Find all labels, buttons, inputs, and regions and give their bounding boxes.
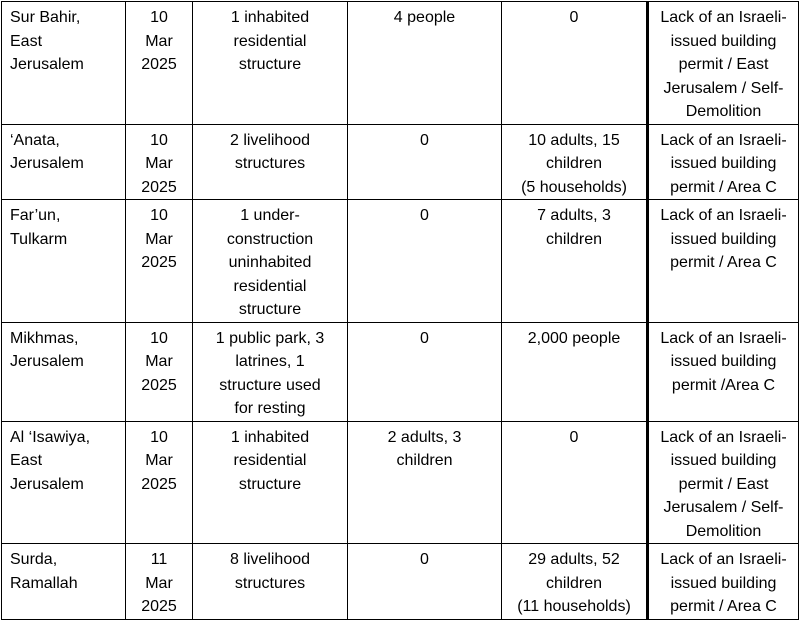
cell-line: Far’un, bbox=[10, 207, 61, 224]
cell-line: Surda, bbox=[10, 551, 58, 568]
table-row bbox=[2, 544, 799, 620]
cell-line: construction bbox=[226, 230, 314, 248]
cell-line: structures bbox=[234, 155, 306, 172]
cell-line: Lack of an Israeli- bbox=[660, 207, 787, 224]
affected-cell bbox=[502, 200, 648, 323]
cell-line: issued building bbox=[670, 230, 777, 248]
cell-line: permit / Area C bbox=[670, 178, 777, 196]
cell-line: Jerusalem / Self- bbox=[663, 499, 784, 516]
cell-line: Mar bbox=[145, 353, 173, 370]
demolitions-table bbox=[1, 1, 799, 620]
cell-line: structures bbox=[234, 574, 306, 592]
cell-line: Mar bbox=[145, 574, 173, 592]
cell-line: 0 bbox=[569, 428, 579, 446]
cell-line: children bbox=[396, 452, 453, 469]
cell-line: 2025 bbox=[141, 56, 177, 73]
date-cell bbox=[126, 421, 193, 544]
cell-line: 1 public park, 3 bbox=[215, 329, 325, 347]
location-cell bbox=[2, 322, 126, 421]
cell-line: residential bbox=[233, 277, 307, 295]
cell-line: 2025 bbox=[141, 178, 177, 196]
cell-line: issued building bbox=[670, 452, 777, 469]
cell-line: Al ‘Isawiya, bbox=[10, 428, 91, 446]
cell-line: Lack of an Israeli- bbox=[660, 428, 787, 446]
cell-line: 2 livelihood bbox=[229, 131, 311, 149]
cell-line: Lack of an Israeli- bbox=[660, 9, 787, 26]
cell-line: 29 adults, 52 bbox=[528, 551, 620, 568]
location-cell bbox=[2, 200, 126, 323]
reason-cell bbox=[648, 2, 799, 125]
cell-line: permit / Area C bbox=[670, 598, 777, 615]
cell-line: 2,000 people bbox=[527, 329, 621, 347]
cell-line: Mar bbox=[145, 32, 173, 50]
cell-line: permit /Area C bbox=[671, 376, 776, 394]
cell-line: 1 inhabited bbox=[230, 428, 310, 446]
cell-line: issued building bbox=[670, 155, 777, 172]
cell-line: East bbox=[10, 32, 43, 50]
affected-cell bbox=[502, 322, 648, 421]
cell-line: 10 bbox=[150, 9, 168, 26]
cell-line: structure bbox=[238, 56, 302, 73]
cell-line: Mikhmas, bbox=[10, 329, 79, 347]
cell-line: 2025 bbox=[141, 475, 177, 493]
cell-line: permit / East bbox=[678, 475, 769, 493]
date-cell bbox=[126, 544, 193, 620]
date-cell bbox=[126, 124, 193, 200]
cell-line: (5 households) bbox=[521, 178, 627, 196]
cell-line: East bbox=[10, 452, 43, 469]
displaced-cell bbox=[348, 124, 502, 200]
cell-line: issued building bbox=[670, 353, 777, 370]
location-cell bbox=[2, 2, 126, 125]
cell-line: Jerusalem bbox=[10, 475, 84, 493]
table-row bbox=[2, 124, 799, 200]
table-row bbox=[2, 322, 799, 421]
displaced-cell bbox=[348, 544, 502, 620]
location-cell bbox=[2, 124, 126, 200]
reason-cell bbox=[648, 200, 799, 323]
affected-cell bbox=[502, 2, 648, 125]
cell-line: 0 bbox=[420, 329, 429, 347]
cell-line: children bbox=[545, 574, 603, 592]
cell-line: 1 inhabited bbox=[230, 9, 310, 26]
table-row bbox=[2, 2, 799, 125]
displaced-cell bbox=[348, 200, 502, 323]
date-cell bbox=[126, 2, 193, 125]
cell-line: 10 bbox=[150, 131, 168, 149]
cell-line: 10 adults, 15 bbox=[528, 131, 620, 149]
cell-line: Sur Bahir, bbox=[10, 9, 81, 26]
structures-cell bbox=[193, 544, 348, 620]
cell-line: 7 adults, 3 bbox=[537, 207, 611, 224]
cell-line: Jerusalem bbox=[10, 56, 84, 73]
cell-line: Lack of an Israeli- bbox=[660, 329, 787, 347]
structures-cell bbox=[193, 124, 348, 200]
cell-line: ‘Anata, bbox=[10, 131, 60, 149]
cell-line: 10 bbox=[150, 428, 168, 446]
cell-line: for resting bbox=[234, 400, 306, 417]
cell-line: 4 people bbox=[393, 9, 456, 26]
cell-line: structure used bbox=[219, 376, 321, 394]
cell-line: Lack of an Israeli- bbox=[660, 551, 787, 568]
reason-cell bbox=[648, 322, 799, 421]
structures-cell bbox=[193, 421, 348, 544]
cell-line: Jerusalem bbox=[10, 353, 84, 370]
cell-line: 0 bbox=[420, 551, 429, 568]
cell-line: permit / East bbox=[678, 56, 769, 73]
table-row bbox=[2, 200, 799, 323]
cell-line: 0 bbox=[420, 207, 429, 224]
cell-line: 2 adults, 3 bbox=[387, 428, 462, 446]
affected-cell bbox=[502, 544, 648, 620]
structures-cell bbox=[193, 200, 348, 323]
structures-cell bbox=[193, 322, 348, 421]
table-body bbox=[2, 2, 799, 620]
cell-line: Tulkarm bbox=[10, 230, 68, 248]
affected-cell bbox=[502, 124, 648, 200]
location-cell bbox=[2, 421, 126, 544]
cell-line: Ramallah bbox=[10, 574, 78, 592]
displaced-cell bbox=[348, 322, 502, 421]
displaced-cell bbox=[348, 421, 502, 544]
cell-line: 10 bbox=[150, 329, 168, 347]
cell-line: 0 bbox=[569, 9, 579, 26]
date-cell bbox=[126, 200, 193, 323]
cell-line: structure bbox=[238, 475, 302, 493]
affected-cell bbox=[502, 421, 648, 544]
cell-line: Mar bbox=[145, 230, 173, 248]
cell-line: Lack of an Israeli- bbox=[660, 131, 787, 149]
structures-cell bbox=[193, 2, 348, 125]
cell-line: 0 bbox=[420, 131, 429, 149]
cell-line: 8 livelihood bbox=[229, 551, 311, 568]
cell-line: issued building bbox=[670, 574, 777, 592]
cell-line: residential bbox=[233, 32, 307, 50]
cell-line: Mar bbox=[145, 155, 173, 172]
cell-line: 2025 bbox=[141, 254, 177, 271]
location-cell bbox=[2, 544, 126, 620]
cell-line: Demolition bbox=[685, 522, 762, 540]
cell-line: 1 under- bbox=[240, 207, 300, 224]
cell-line: 2025 bbox=[141, 376, 177, 394]
cell-line: 11 bbox=[150, 551, 168, 568]
cell-line: uninhabited bbox=[228, 254, 312, 271]
cell-line: permit / Area C bbox=[670, 254, 777, 271]
reason-cell bbox=[648, 421, 799, 544]
table-row bbox=[2, 421, 799, 544]
cell-line: Mar bbox=[145, 452, 173, 469]
cell-line: (11 households) bbox=[517, 598, 631, 615]
cell-line: latrines, 1 bbox=[235, 353, 305, 370]
cell-line: 2025 bbox=[141, 598, 177, 615]
cell-line: issued building bbox=[670, 32, 777, 50]
cell-line: Demolition bbox=[685, 103, 762, 120]
cell-line: Jerusalem / Self- bbox=[663, 79, 784, 97]
reason-cell bbox=[648, 124, 799, 200]
cell-line: structure bbox=[238, 301, 302, 318]
reason-cell bbox=[648, 544, 799, 620]
cell-line: residential bbox=[233, 452, 307, 469]
cell-line: Jerusalem bbox=[10, 155, 84, 172]
cell-line: children bbox=[545, 155, 603, 172]
cell-line: 10 bbox=[150, 207, 168, 224]
cell-line: children bbox=[545, 230, 603, 248]
displaced-cell bbox=[348, 2, 502, 125]
date-cell bbox=[126, 322, 193, 421]
